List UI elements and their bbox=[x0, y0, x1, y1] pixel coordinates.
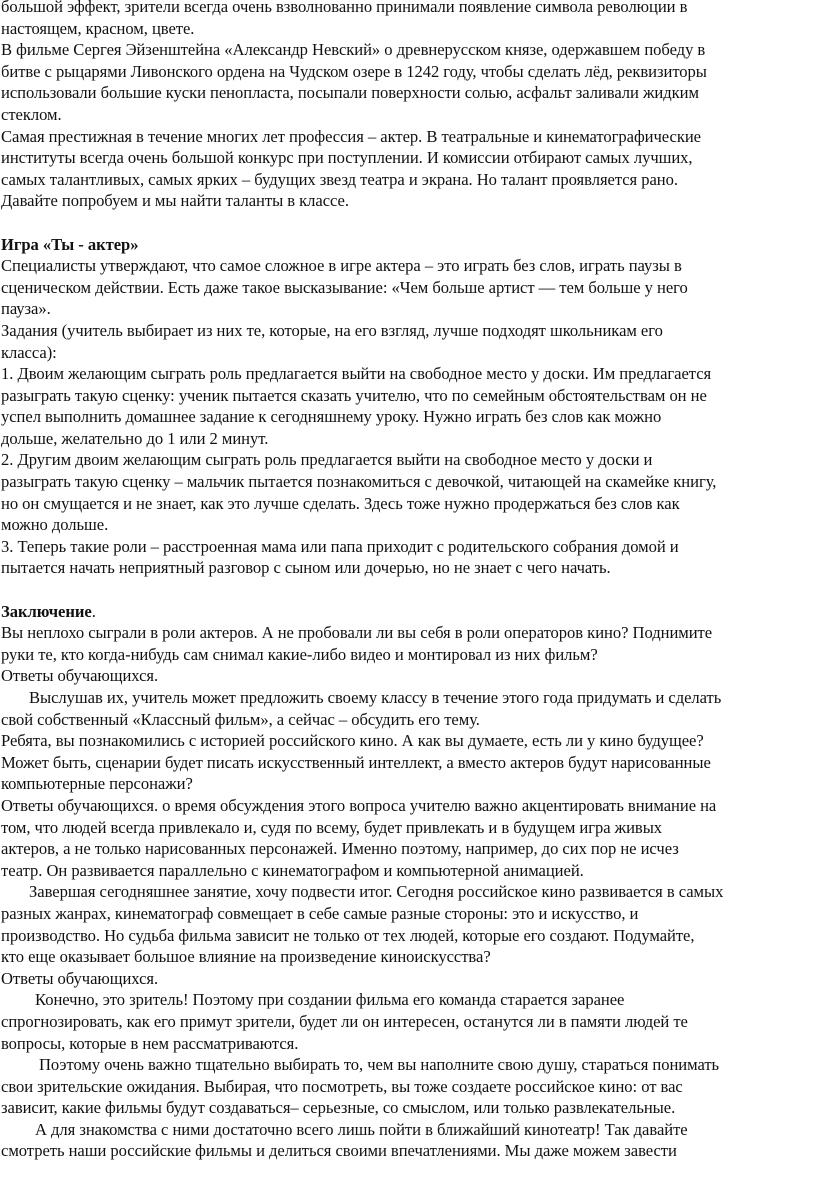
task-item-2 bbox=[1, 449, 812, 535]
text-line: но он смущается и не знает, как это лучше сделать. Здесь тоже нужно продержаться без слов как bbox=[1, 493, 680, 513]
text-line: свой собственный «Классный фильм», а сейчас – обсудить его тему. bbox=[1, 709, 480, 729]
text-line: Завершая сегодняшнее занятие, хочу подвести итог. Сегодня российское кино развивается в самых bbox=[29, 882, 724, 902]
text-line: разыграть такую сценку: ученик пытается сказать учителю, что по семейным обстоятельствам он не bbox=[1, 385, 707, 405]
section-heading-game: Игра «Ты - актер» bbox=[1, 234, 139, 254]
text-line: разных жанрах, кинематограф совмещает в себе самые разные стороны: это и искусство, и bbox=[1, 903, 639, 923]
paragraph-tasks-intro bbox=[1, 320, 812, 363]
text-line: Ребята, вы познакомились с историей российского кино. А как вы думаете, есть ли у кино будущее? bbox=[1, 731, 704, 751]
text-line: сценическом действии. Есть даже такое высказывание: «Чем больше артист — тем больше у него bbox=[1, 277, 688, 297]
text-line: Специалисты утверждают, что самое сложное в игре актера – это играть без слов, играть паузы в bbox=[1, 256, 682, 276]
text-line: Конечно, это зритель! Поэтому при создании фильма его команда старается заранее bbox=[35, 990, 625, 1010]
text-line: Ответы обучающихся. bbox=[1, 666, 159, 686]
section-heading-conclusion bbox=[1, 601, 812, 623]
text-line: А для знакомства с ними достаточно всего лишь пойти в ближайший кинотеатр! Так давайте bbox=[35, 1119, 688, 1139]
task-item-3 bbox=[1, 536, 812, 579]
text-line: можно дольше. bbox=[1, 515, 109, 535]
text-line: Давайте попробуем и мы найти таланты в классе. bbox=[1, 191, 349, 211]
text-line: дольше, желательно до 1 или 2 минут. bbox=[1, 428, 269, 448]
text-line: Поэтому очень важно тщательно выбирать то, чем вы наполните свою душу, стараться понимать bbox=[39, 1055, 720, 1075]
text-line: актеров, а не только нарисованных персонажей. Именно поэтому, например, до сих пор не исчез bbox=[1, 839, 679, 859]
text-line: свои зрительские ожидания. Выбирая, что посмотреть, вы тоже создаете российское кино: от вас bbox=[1, 1076, 683, 1096]
text-line: кто еще оказывает большое влияние на произведение киноискусства? bbox=[1, 947, 491, 967]
text-line: зависит, какие фильмы будут создаваться– серьезные, со смыслом, или только развлекательные. bbox=[1, 1098, 676, 1118]
text-line: 2. Другим двоим желающим сыграть роль предлагается выйти на свободное место у доски и bbox=[1, 450, 653, 470]
text-line: руки те, кто когда-нибудь сам снимал какие-либо видео и монтировал из них фильм? bbox=[1, 644, 598, 664]
text-line: вопросы, которые в нем рассматриваются. bbox=[1, 1033, 299, 1053]
heading-suffix: . bbox=[91, 601, 96, 621]
text-line: успел выполнить домашнее задание к сегодняшнему уроку. Нужно играть без слов как можно bbox=[1, 407, 662, 427]
text-line: класса): bbox=[1, 342, 57, 362]
text-line: Выслушав их, учитель может предложить своему классу в течение этого года придумать и сделать bbox=[29, 688, 722, 707]
text-line: использовали большие куски пенопласта, посыпали поверхности солью, асфальт заливали жидким bbox=[1, 83, 699, 103]
paragraph-alexander-nevsky bbox=[1, 39, 812, 125]
text-line: стеклом. bbox=[1, 104, 62, 124]
blank-line bbox=[1, 579, 812, 601]
paragraph-revolution-symbol bbox=[1, 0, 812, 39]
paragraph-pauses bbox=[1, 255, 812, 320]
text-line: смотреть наши российские фильмы и делиться своими впечатлениями. Мы даже можем завести bbox=[1, 1141, 677, 1161]
text-line: Ответы обучающихся. bbox=[1, 968, 159, 988]
text-line: Может быть, сценарии будет писать искусственный интеллект, а вместо актеров будут нарисованные bbox=[1, 752, 711, 772]
text-line: самых талантливых, самых ярких – будущих звезд театра и экрана. Но талант проявляется рано. bbox=[1, 169, 678, 189]
paragraph-live-actors bbox=[1, 795, 812, 881]
text-line: пытается начать неприятный разговор с сыном или дочерью, но не знает с чего начать. bbox=[1, 558, 611, 578]
text-line: В фильме Сергея Эйзенштейна «Александр Невский» о древнерусском князе, одержавшем победу в bbox=[1, 40, 706, 60]
text-line: том, что людей всегда привлекало и, судя по всему, будет привлекать и в будущем игра живых bbox=[1, 817, 663, 837]
paragraph-future-of-cinema bbox=[1, 730, 812, 795]
paragraph-actor-profession bbox=[1, 126, 812, 212]
text-line: Самая престижная в течение многих лет профессия – актер. В театральные и кинематографические bbox=[1, 126, 701, 146]
text-line: большой эффект, зрители всегда очень взволнованно принимали появление символа революции в bbox=[1, 0, 688, 16]
paragraph-camera-operators bbox=[1, 622, 812, 687]
heading-text: Заключение bbox=[1, 601, 92, 621]
text-line: 3. Теперь такие роли – расстроенная мама или папа приходит с родительского собрания домой и bbox=[1, 536, 679, 556]
text-line: компьютерные персонажи? bbox=[1, 774, 193, 794]
text-line: Вы неплохо сыграли в роли актеров. А не пробовали ли вы себя в роли операторов кино? Поднимите bbox=[1, 623, 713, 643]
text-line: разыграть такую сценку – мальчик пытается познакомиться с девочкой, читающей на скамейке книгу, bbox=[1, 472, 717, 492]
paragraph-class-film bbox=[1, 687, 812, 730]
blank-line bbox=[1, 212, 812, 234]
text-line: Ответы обучающихся. о время обсуждения этого вопроса учителю важно акцентировать внимание на bbox=[1, 795, 717, 815]
task-item-1 bbox=[1, 363, 812, 449]
paragraph-summary bbox=[1, 881, 812, 989]
text-line: пауза». bbox=[1, 299, 51, 319]
text-line: институты всегда очень большой конкурс при поступлении. И комиссии отбирают самых лучших, bbox=[1, 148, 693, 168]
text-line: Задания (учитель выбирает из них те, которые, на его взгляд, лучше подходят школьникам его bbox=[1, 320, 663, 340]
text-line: 1. Двоим желающим сыграть роль предлагается выйти на свободное место у доски. Им предлагается bbox=[1, 364, 712, 384]
paragraph-go-to-cinema bbox=[1, 1119, 812, 1162]
text-line: спрогнозировать, как его примут зрители, будет ли он интересен, останутся ли в памяти людей те bbox=[1, 1011, 688, 1031]
text-line: производство. Но судьба фильма зависит не только от тех людей, которые его создают. Подумайте, bbox=[1, 925, 695, 945]
paragraph-viewer bbox=[1, 989, 812, 1054]
text-line: настоящем, красном, цвете. bbox=[1, 18, 195, 38]
text-line: театр. Он развивается параллельно с кинематографом и компьютерной анимацией. bbox=[1, 860, 584, 880]
paragraph-choose-carefully bbox=[1, 1054, 812, 1119]
text-line: битве с рыцарями Ливонского ордена на Чудском озере в 1242 году, чтобы сделать лёд, реквизиторы bbox=[1, 61, 707, 81]
